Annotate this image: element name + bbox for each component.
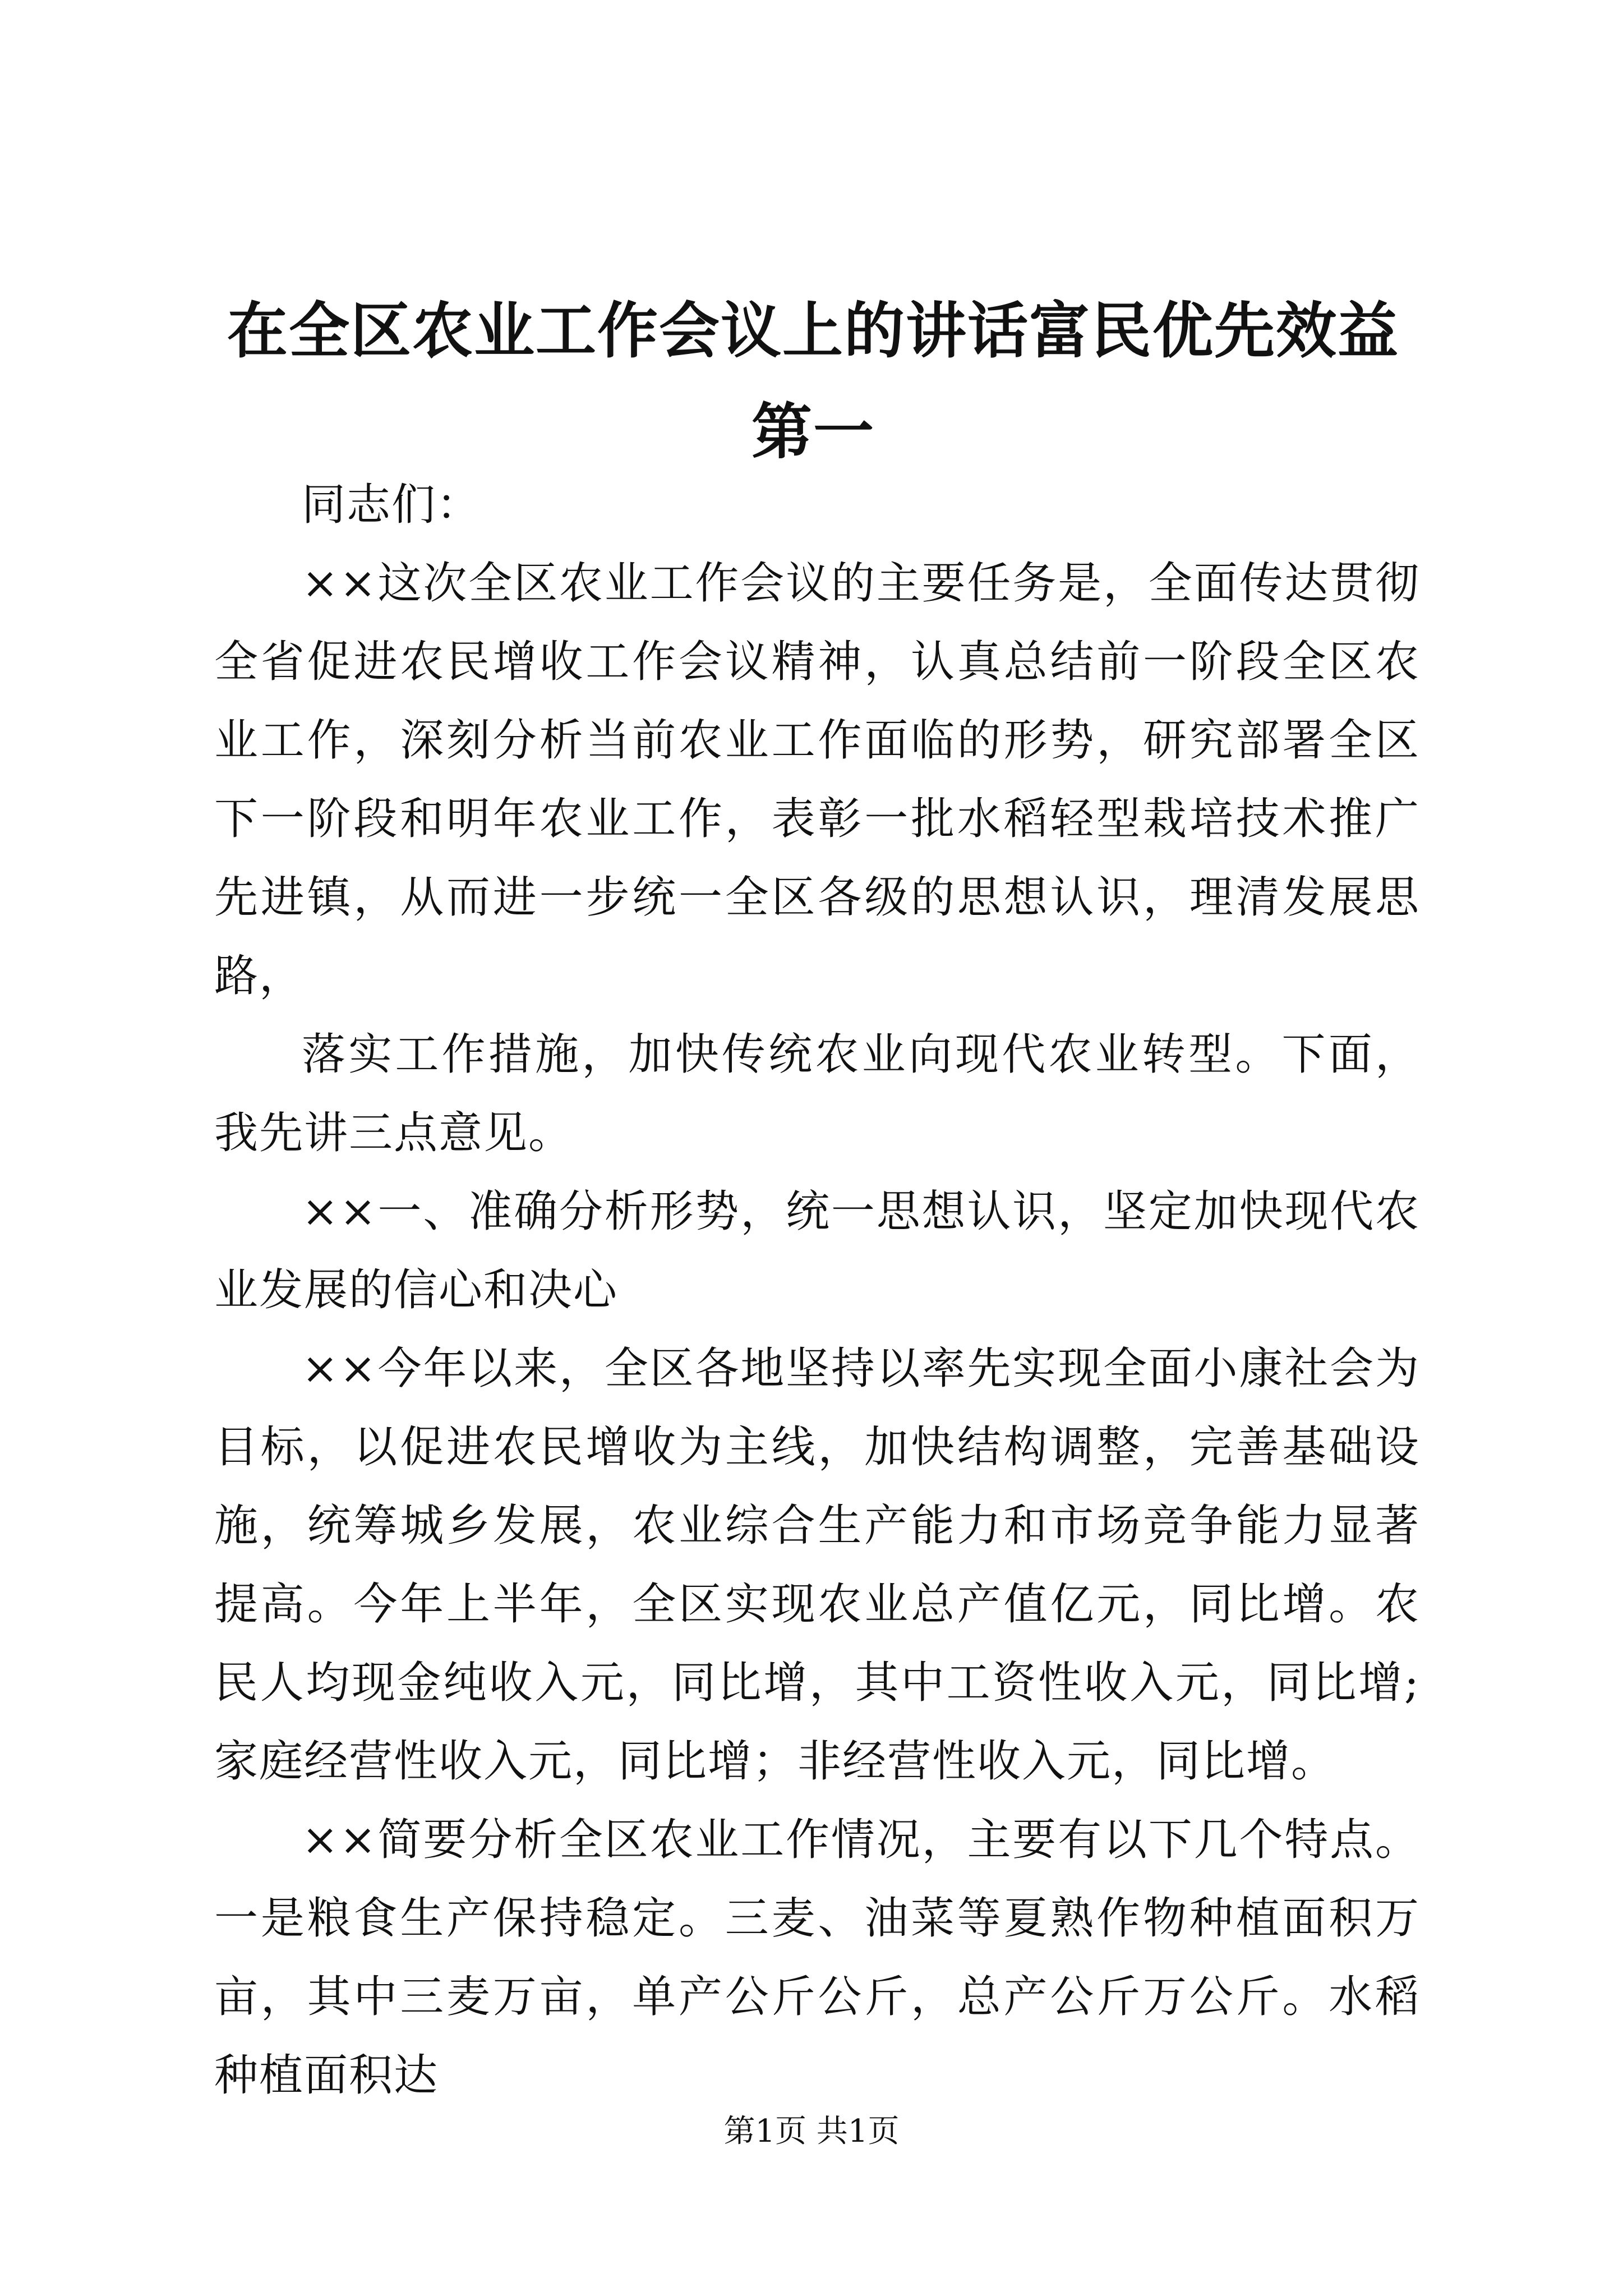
document-title: 在全区农业工作会议上的讲话富民优先效益第一 bbox=[227, 296, 1399, 467]
document-body bbox=[214, 466, 1420, 2115]
body-paragraph: ××今年以来，全区各地坚持以率先实现全面小康社会为目标，以促进农民增收为主线，加快结构调整，完善基础设施，统筹城乡发展，农业综合生产能力和市场竞争能力显著提高。今年上半年，全区实现农业总产值亿元，同比增。农民人均现金纯收入元，同比增，其中工资性收入元，同比增;家庭经营性收入元，同比增；非经营性收入元，同比增。 bbox=[214, 1343, 1420, 1787]
body-paragraph: 落实工作措施，加快传统农业向现代农业转型。下面，我先讲三点意见。 bbox=[214, 1029, 1420, 1158]
salutation-paragraph: 同志们： bbox=[302, 480, 482, 530]
body-paragraph: ××这次全区农业工作会议的主要任务是，全面传达贯彻全省促进农民增收工作会议精神，认真总结前一阶段全区农业工作，深刻分析当前农业工作面临的形势，研究部署全区下一阶段和明年农业工作，表彰一批水稻轻型栽培技术推广先进镇，从而进一步统一全区各级的思想认识，理清发展思路， bbox=[214, 558, 1420, 1001]
section-heading: ××一、准确分析形势，统一思想认识，坚定加快现代农业发展的信心和决心 bbox=[214, 1186, 1420, 1315]
page-footer: 第1页 共1页 bbox=[723, 2113, 900, 2150]
body-paragraph: ××简要分析全区农业工作情况，主要有以下几个特点。一是粮食生产保持稳定。三麦、油菜等夏熟作物种植面积万亩，其中三麦万亩，单产公斤公斤，总产公斤万公斤。水稻种植面积达 bbox=[214, 1815, 1420, 2101]
